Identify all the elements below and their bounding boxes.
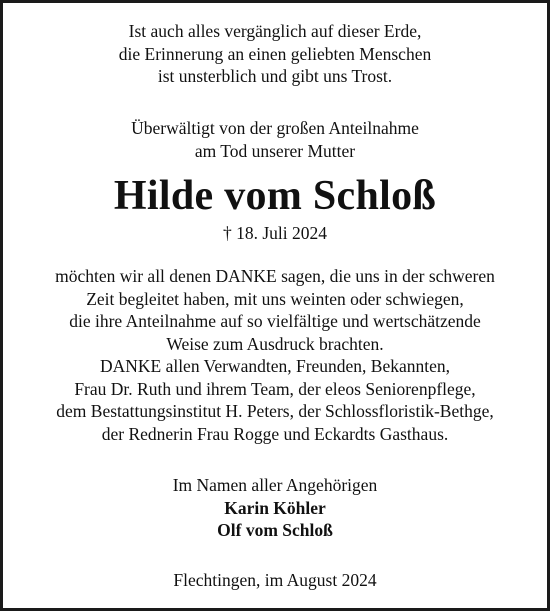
body-line: Zeit begleitet haben, mit uns weinten oder schwiegen, bbox=[86, 288, 464, 309]
signatory-name: Karin Köhler bbox=[224, 497, 326, 518]
body-line: DANKE allen Verwandten, Freunden, Bekannten, bbox=[99, 356, 451, 376]
deceased-name: Hilde vom Schloß bbox=[113, 173, 437, 219]
death-date: † 18. Juli 2024 bbox=[222, 223, 328, 243]
signatory-name: Olf vom Schloß bbox=[217, 520, 333, 540]
thank-you-text bbox=[3, 265, 547, 445]
body-line: der Rednerin Frau Rogge und Eckardts Gasthaus. bbox=[101, 423, 449, 444]
body-line: die ihre Anteilnahme auf so vielfältige und wertschätzende bbox=[69, 311, 481, 331]
memorial-verse bbox=[3, 20, 547, 88]
place-date: Flechtingen, im August 2024 bbox=[173, 570, 377, 590]
verse-line: Ist auch alles vergänglich auf dieser Erde, bbox=[128, 21, 422, 41]
body-line: Frau Dr. Ruth und ihrem Team, der eleos Seniorenpflege, bbox=[74, 378, 476, 399]
intro-line: am Tod unserer Mutter bbox=[194, 140, 356, 161]
intro-line: Überwältigt von der großen Anteilnahme bbox=[131, 118, 419, 138]
signature-intro: Im Namen aller Angehörigen bbox=[172, 475, 378, 495]
verse-line: die Erinnerung an einen geliebten Menschen bbox=[118, 43, 432, 64]
body-line: Weise zum Ausdruck brachten. bbox=[166, 333, 384, 354]
verse-line: ist unsterblich und gibt uns Trost. bbox=[157, 66, 393, 86]
signature-block bbox=[3, 474, 547, 542]
intro-text bbox=[3, 117, 547, 162]
body-line: möchten wir all denen DANKE sagen, die uns in der schweren bbox=[55, 266, 495, 286]
body-line: dem Bestattungsinstitut H. Peters, der Schlossfloristik-Bethge, bbox=[56, 401, 494, 421]
